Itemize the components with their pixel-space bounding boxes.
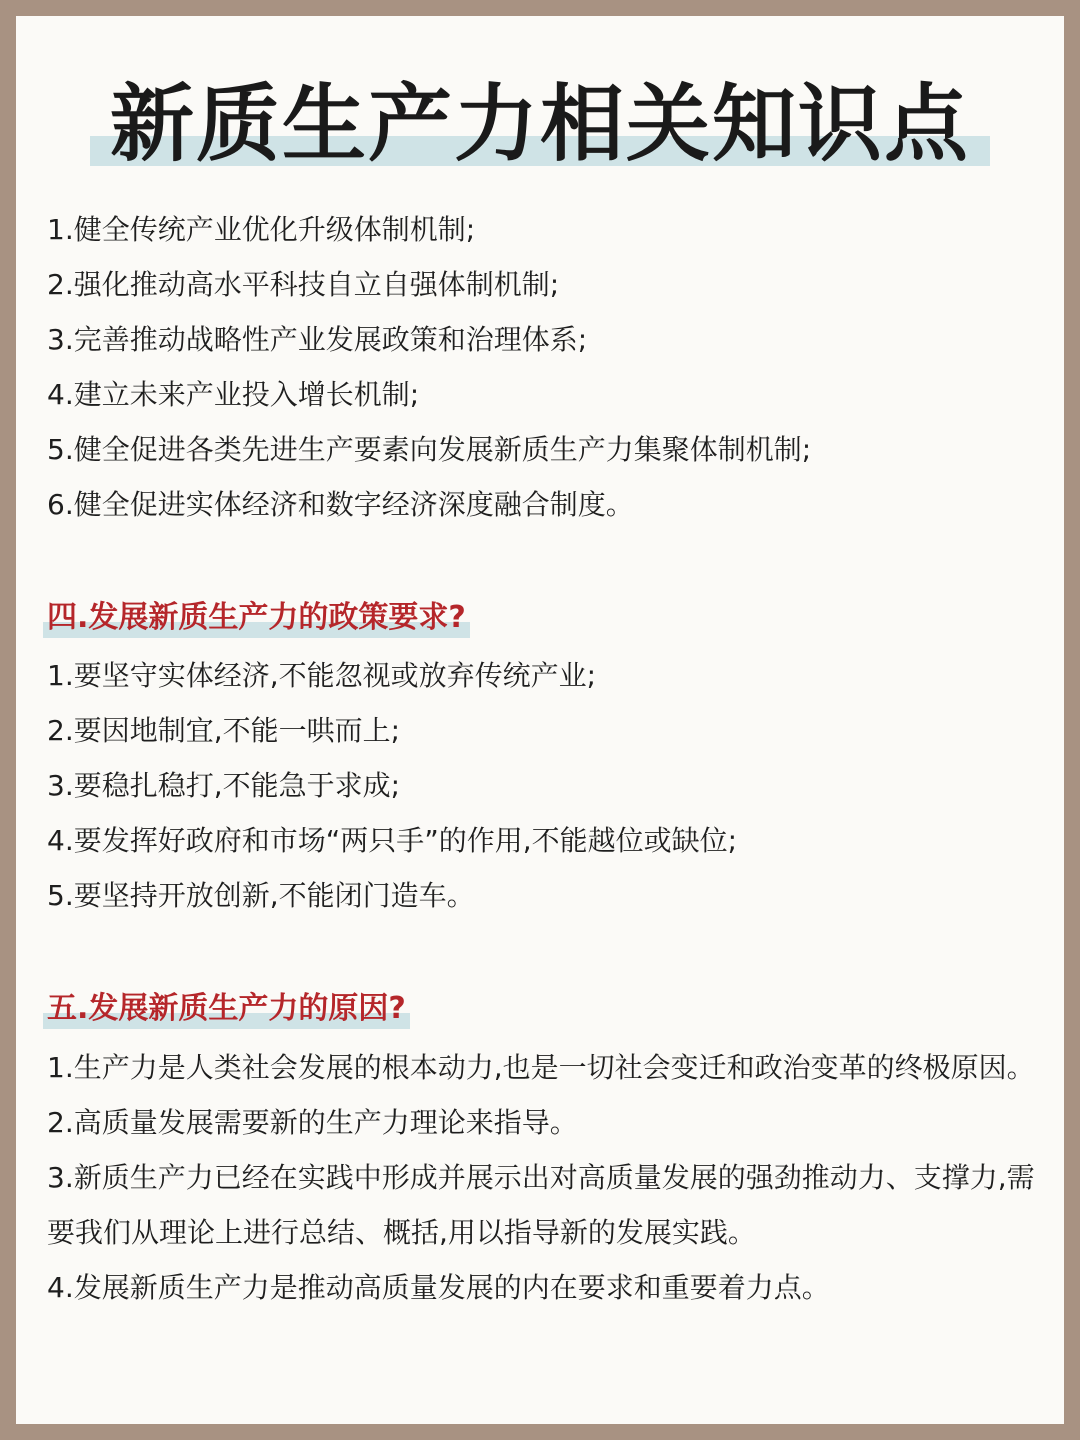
list-item: 2.高质量发展需要新的生产力理论来指导。 bbox=[47, 1106, 578, 1139]
list-item: 4.发展新质生产力是推动高质量发展的内在要求和重要着力点。 bbox=[47, 1271, 830, 1304]
list-item: 3.要稳扎稳打,不能急于求成; bbox=[47, 769, 401, 802]
list-item: 1.健全传统产业优化升级体制机制; bbox=[47, 213, 476, 246]
list-item: 6.健全促进实体经济和数字经济深度融合制度。 bbox=[47, 488, 634, 521]
list-item: 1.生产力是人类社会发展的根本动力,也是一切社会变迁和政治变革的终极原因。 bbox=[47, 1051, 1035, 1084]
list-item: 2.要因地制宜,不能一哄而上; bbox=[47, 714, 401, 747]
policy-list bbox=[47, 648, 1047, 923]
list-item: 3.新质生产力已经在实践中形成并展示出对高质量发展的强劲推动力、支撑力,需要我们从理论上进行总结、概括,用以指导新的发展实践。 bbox=[47, 1161, 1035, 1249]
list-item: 4.要发挥好政府和市场“两只手”的作用,不能越位或缺位; bbox=[47, 824, 738, 857]
list-item: 5.健全促进各类先进生产要素向发展新质生产力集聚体制机制; bbox=[47, 433, 812, 466]
title-wrap bbox=[16, 74, 1064, 174]
list-item: 1.要坚守实体经济,不能忽视或放弃传统产业; bbox=[47, 659, 597, 692]
section-heading-policy: 四.发展新质生产力的政策要求? bbox=[43, 598, 470, 638]
list-item: 5.要坚持开放创新,不能闭门造车。 bbox=[47, 879, 475, 912]
reasons-list bbox=[47, 1040, 1047, 1315]
list-item: 3.完善推动战略性产业发展政策和治理体系; bbox=[47, 323, 588, 356]
content-card bbox=[16, 16, 1064, 1424]
list-item: 4.建立未来产业投入增长机制; bbox=[47, 378, 420, 411]
reform-list bbox=[47, 202, 1047, 532]
page-title: 新质生产力相关知识点 bbox=[104, 74, 976, 174]
section-heading-reasons: 五.发展新质生产力的原因? bbox=[43, 989, 410, 1029]
list-item: 2.强化推动高水平科技自立自强体制机制; bbox=[47, 268, 560, 301]
